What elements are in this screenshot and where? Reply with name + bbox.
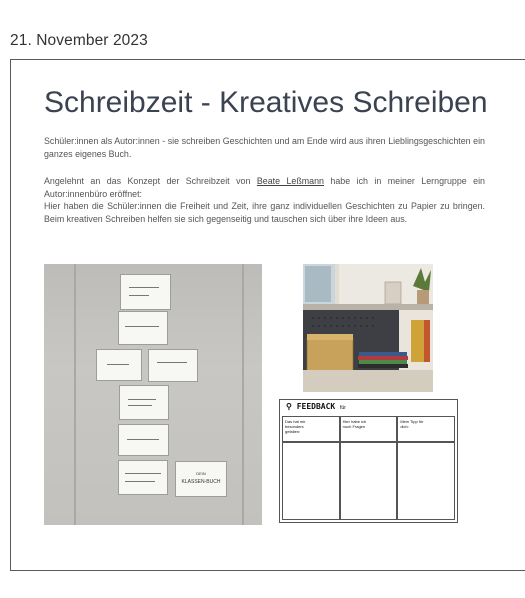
- final-book-sheet-label: [176, 462, 226, 496]
- beate-lessmann-link[interactable]: Beate Leßmann: [256, 176, 324, 186]
- intro-paragraph: Schüler:innen als Autor:innen - sie schreiben Geschichten und am Ende wird aus ihren Lieblingsgeschichten ein ganzes eigenes Buch.: [44, 136, 485, 159]
- feedback-cell: [397, 442, 455, 520]
- post-card: [10, 59, 525, 571]
- feedback-column-liked: Das hat mir besonders gefallen:: [282, 416, 340, 442]
- concept-text-end: habe ich in meiner Lerngruppe ein Autor:innenbüro eröffnet:: [44, 176, 485, 199]
- svg-text:DEIN: DEIN: [196, 471, 206, 476]
- feedback-column-tip: Mein Tipp für dich:: [397, 416, 455, 442]
- feedback-cell: [340, 442, 398, 520]
- feedback-column-questions: Hier habe ich noch Fragen: [340, 416, 398, 442]
- post-date: 21. November 2023: [10, 32, 148, 49]
- feedback-cell: [282, 442, 340, 520]
- writing-process-wall-photo: [44, 264, 262, 525]
- svg-text:KLASSEN-BUCH: KLASSEN-BUCH: [181, 479, 221, 485]
- concept-text-line2: Hier haben die Schüler:innen die Freiheit und Zeit, ihre ganz individuellen Geschichten zu Papier zu bringen. Beim kreativen Schreiben helfen sie sich gegenseitig und tauschen sich über ihre Ideen aus.: [44, 201, 485, 224]
- feedback-form-heading: ⚲ FEEDBACK für: [286, 402, 346, 411]
- concept-text-start: Angelehnt an das Konzept der Schreibzeit von: [44, 176, 257, 186]
- feedback-form-image: [279, 399, 458, 523]
- author-office-shelf-photo: [303, 264, 433, 392]
- post-title: Schreibzeit - Kreatives Schreiben: [44, 86, 488, 119]
- concept-paragraph: [44, 175, 485, 225]
- magnifier-icon: ⚲: [286, 402, 292, 411]
